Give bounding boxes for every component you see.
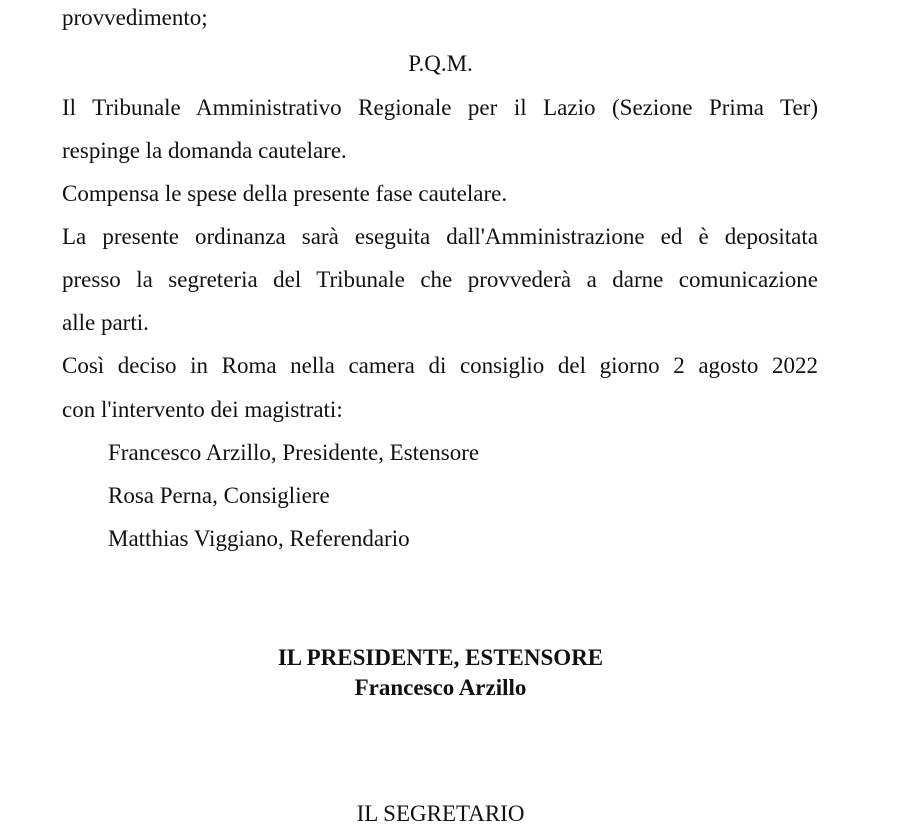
paragraph-2: Compensa le spese della presente fase cautelare. xyxy=(62,181,508,206)
paragraph-3-line-2: presso la segreteria del Tribunale che provvederà a darne comunicazione xyxy=(62,267,818,292)
heading-pqm: P.Q.M. xyxy=(408,51,473,76)
signature-role: IL PRESIDENTE, ESTENSORE xyxy=(277,645,604,670)
paragraph-3-line-1: La presente ordinanza sarà eseguita dall'Amministrazione ed è depositata xyxy=(62,224,818,249)
magistrate-item: Rosa Perna, Consigliere xyxy=(108,483,330,508)
paragraph-1-line-2: respinge la domanda cautelare. xyxy=(62,138,347,163)
paragraph-4-line-1: Così deciso in Roma nella camera di consiglio del giorno 2 agosto 2022 xyxy=(62,353,818,378)
secretary-label: IL SEGRETARIO xyxy=(356,801,525,826)
magistrate-item: Matthias Viggiano, Referendario xyxy=(108,526,410,551)
paragraph-3-line-3: alle parti. xyxy=(62,310,149,335)
magistrate-item: Francesco Arzillo, Presidente, Estensore xyxy=(108,440,480,465)
paragraph-1-line-1: Il Tribunale Amministrativo Regionale per il Lazio (Sezione Prima Ter) xyxy=(62,95,818,120)
paragraph-4-line-2: con l'intervento dei magistrati: xyxy=(62,397,343,422)
signature-name: Francesco Arzillo xyxy=(354,675,527,700)
opening-line: provvedimento; xyxy=(62,5,208,30)
